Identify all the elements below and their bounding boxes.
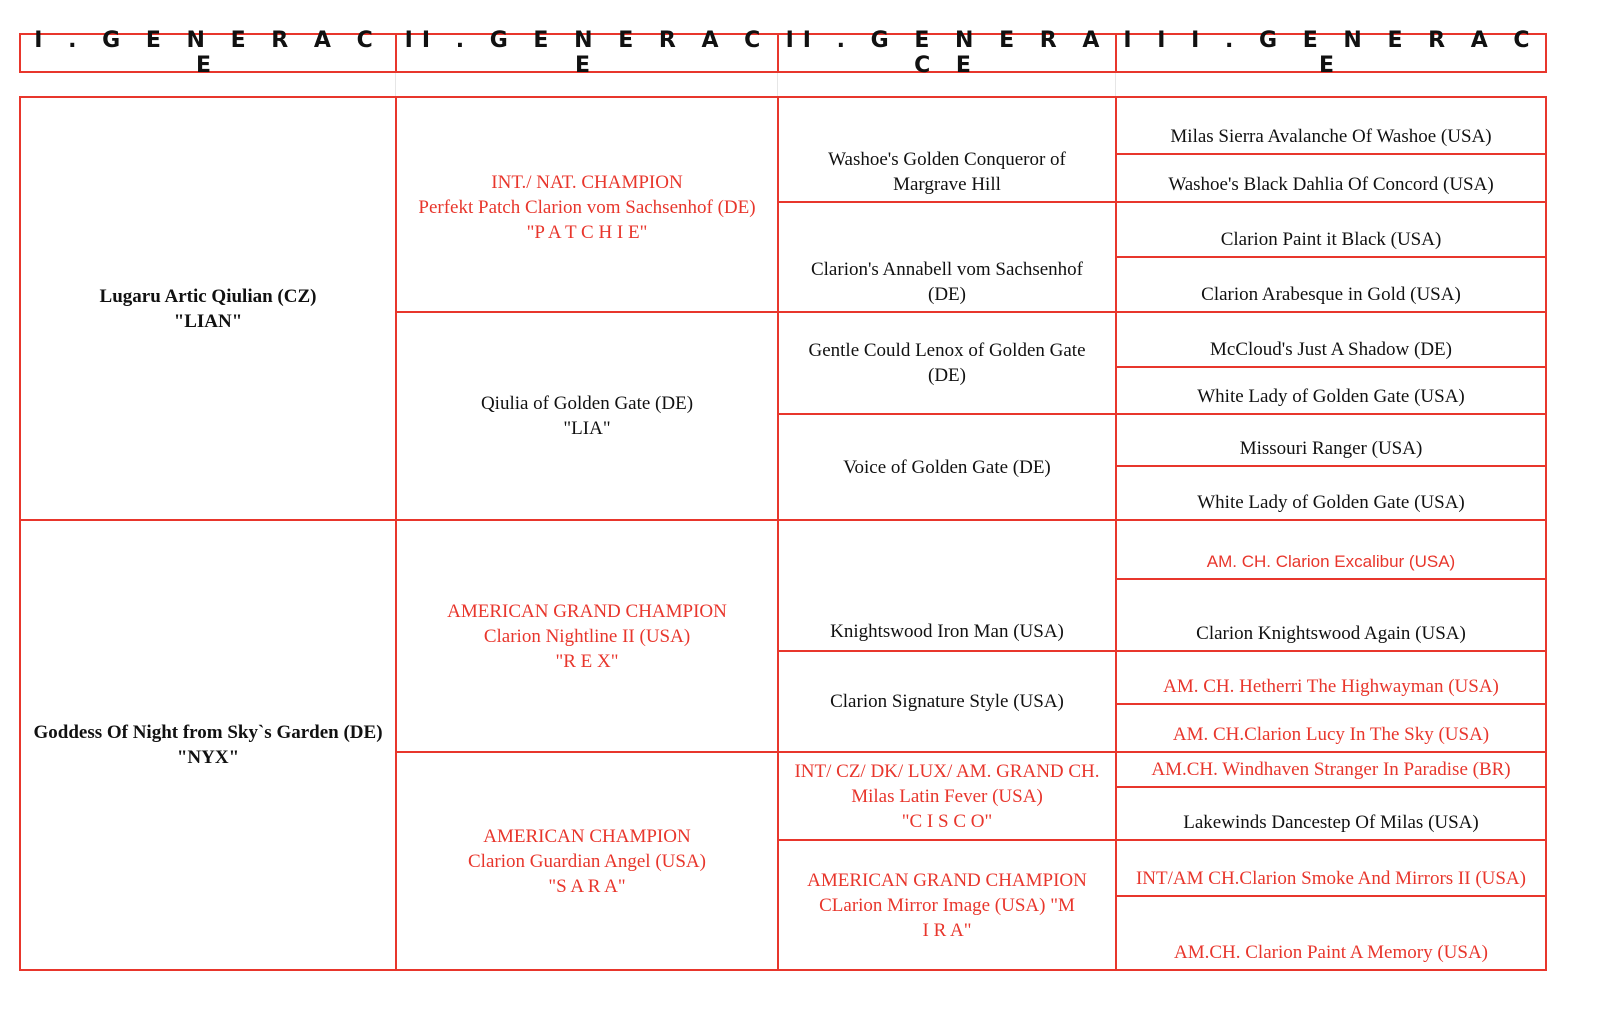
gen3-cell-2: Clarion's Annabell vom Sachsenhof (DE) (777, 201, 1117, 313)
gen4-cell-6: White Lady of Golden Gate (USA) (1115, 366, 1547, 415)
gen4-cell-3: Clarion Paint it Black (USA) (1115, 201, 1547, 258)
gen4-cell-8: White Lady of Golden Gate (USA) (1115, 465, 1547, 521)
gen4-cell-10: Clarion Knightswood Again (USA) (1115, 578, 1547, 652)
gen3-cell-1: Washoe's Golden Conqueror of Margrave Hill (777, 96, 1117, 203)
gen3-cell-5: Knightswood Iron Man (USA) (777, 519, 1117, 652)
gen4-cell-9: AM. CH. Clarion Excalibur (USA) (1115, 519, 1547, 580)
gen4-cell-11: AM. CH. Hetherri The Highwayman (USA) (1115, 650, 1547, 705)
sire-cell: Lugaru Artic Qiulian (CZ) "LIAN" (19, 96, 397, 521)
header-generation-1: I . G E N E R A C E (19, 33, 397, 73)
gen4-cell-15: INT/AM CH.Clarion Smoke And Mirrors II (USA) (1115, 839, 1547, 897)
gap-divider (777, 73, 778, 98)
dam-cell: Goddess Of Night from Sky`s Garden (DE) "NYX" (19, 519, 397, 971)
gen3-cell-6: Clarion Signature Style (USA) (777, 650, 1117, 753)
gen4-cell-5: McCloud's Just A Shadow (DE) (1115, 311, 1547, 368)
gen4-cell-12: AM. CH.Clarion Lucy In The Sky (USA) (1115, 703, 1547, 753)
gap-divider (1115, 73, 1116, 98)
gen3-cell-7: INT/ CZ/ DK/ LUX/ AM. GRAND CH. Milas Latin Fever (USA) "C I S C O" (777, 751, 1117, 841)
gen4-cell-4: Clarion Arabesque in Gold (USA) (1115, 256, 1547, 313)
dam-dam-cell: AMERICAN CHAMPION Clarion Guardian Angel (USA) "S A R A" (395, 751, 779, 971)
gen4-cell-16: AM.CH. Clarion Paint A Memory (USA) (1115, 895, 1547, 971)
gen4-cell-14: Lakewinds Dancestep Of Milas (USA) (1115, 786, 1547, 841)
gen4-cell-1: Milas Sierra Avalanche Of Washoe (USA) (1115, 96, 1547, 155)
header-generation-2: II . G E N E R A C E (395, 33, 779, 73)
dam-sire-cell: AMERICAN GRAND CHAMPION Clarion Nightline II (USA) "R E X" (395, 519, 779, 753)
sire-sire-cell: INT./ NAT. CHAMPION Perfekt Patch Clarion vom Sachsenhof (DE) "P A T C H I E" (395, 96, 779, 313)
header-generation-3: II . G E N E R A C E (777, 33, 1117, 73)
header-generation-4: I I I . G E N E R A C E (1115, 33, 1547, 73)
gen4-cell-13: AM.CH. Windhaven Stranger In Paradise (BR) (1115, 751, 1547, 788)
gap-divider (395, 73, 396, 98)
gen4-cell-7: Missouri Ranger (USA) (1115, 413, 1547, 467)
gen4-cell-2: Washoe's Black Dahlia Of Concord (USA) (1115, 153, 1547, 203)
gen3-cell-4: Voice of Golden Gate (DE) (777, 413, 1117, 521)
gen3-cell-8: AMERICAN GRAND CHAMPION CLarion Mirror Image (USA) "M I R A" (777, 839, 1117, 971)
gen3-cell-3: Gentle Could Lenox of Golden Gate (DE) (777, 311, 1117, 415)
sire-dam-cell: Qiulia of Golden Gate (DE) "LIA" (395, 311, 779, 521)
